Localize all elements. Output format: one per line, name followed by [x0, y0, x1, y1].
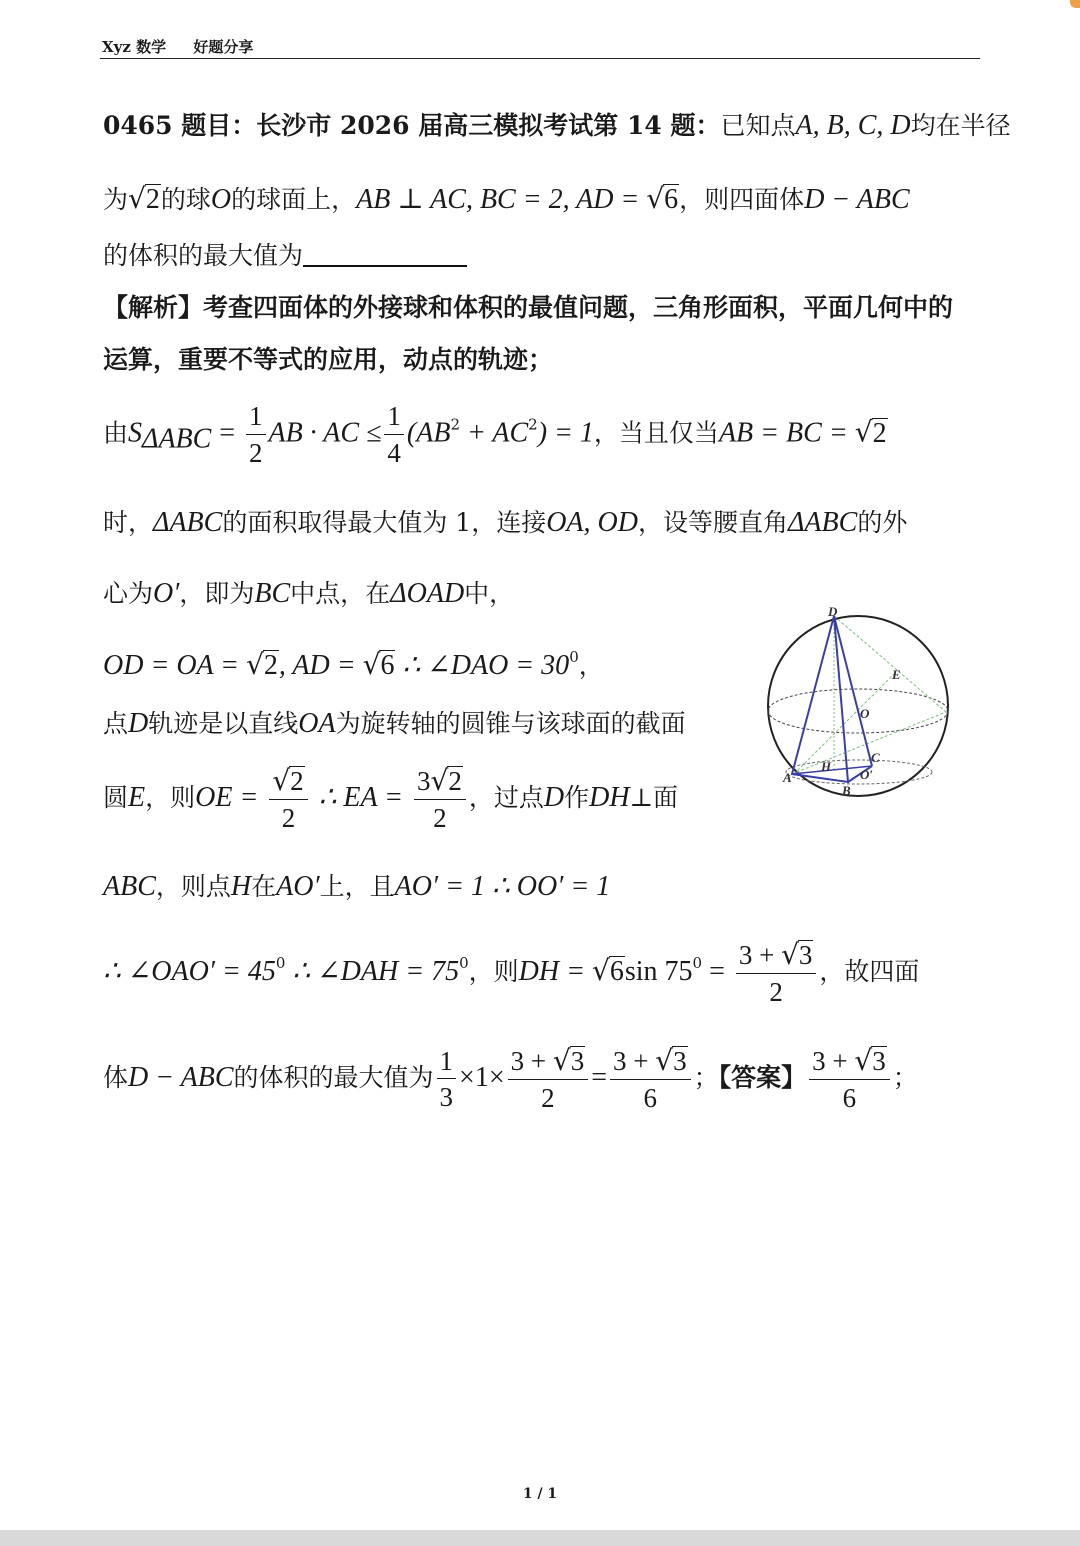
- analysis-line-1: 【解析】考查四面体的外接球和体积的最值问题，三角形面积，平面几何中的: [103, 293, 954, 322]
- solution-line-6: 圆E，则OE = $\frac{√2}{2}$ ∴ EA = $\frac{3√2}{2}$ ，过点D作DH⊥面: [103, 764, 679, 833]
- sphere-outline: [768, 616, 948, 796]
- label-E: E: [892, 667, 901, 682]
- solution-line-1: 由$S_{\Delta ABC}$ = $\frac{1}{2}$ AB · AC ≤ $\frac{1}{4}$ $(AB^2 + AC^2) = 1$，当且仅当AB = BC = √2: [103, 401, 887, 468]
- sphere-tetrahedron-figure: [764, 604, 954, 802]
- fraction-vol-2: $\frac{3 + √3}{2}$: [508, 1046, 589, 1113]
- solution-line-2: 时，ΔABC的面积取得最大值为 1，连接OA, OD，设等腰直角ΔABC的外: [103, 507, 908, 538]
- solution-line-7: ABC，则点H在AO′上，且AO′ = 1 ∴ OO′ = 1: [103, 871, 611, 902]
- fraction-1-3: $\frac{1}{3}$: [437, 1047, 457, 1113]
- corner-marker: [1070, 0, 1080, 8]
- problem-line-3: 的体积的最大值为: [103, 243, 467, 268]
- label-D: D: [828, 604, 838, 619]
- page-number: 1 / 1: [522, 1486, 558, 1502]
- answer-blank: [303, 265, 467, 267]
- page-header: [102, 36, 275, 57]
- header-left: Xyz 数学: [102, 38, 167, 56]
- answer-tag: 【答案】: [718, 1063, 807, 1093]
- problem-line-2: 为√2的球O的球面上，AB ⊥ AC, BC = 2, AD = √6，则四面体D − ABC: [103, 182, 910, 215]
- label-O-prime: O′: [860, 767, 874, 782]
- label-H: H: [821, 759, 832, 774]
- label-B: B: [842, 783, 851, 798]
- header-right: 好题分享: [193, 38, 254, 56]
- analysis-line-2: 运算，重要不等式的应用，动点的轨迹；: [103, 345, 554, 374]
- fraction-1-2: $\frac{1}{2}$: [246, 402, 266, 468]
- fraction-vol-6: $\frac{3 + √3}{6}$: [610, 1046, 691, 1113]
- solution-line-9: 体D − ABC的体积的最大值为 $\frac{1}{3}$ ×1× $\frac{3 + √3}{2}$ = $\frac{3 + √3}{6}$ ；【答案】 $\frac{3 + √3}{6}$ ；: [103, 1044, 918, 1113]
- cone-line-2: [792, 712, 946, 774]
- solution-line-5: 点D轨迹是以直线OA为旋转轴的圆锥与该球面的截面: [103, 708, 686, 739]
- fraction-3sqrt2-over-2: $\frac{3√2}{2}$: [414, 766, 466, 833]
- solution-line-8: ∴ ∠OAO′ = $45^0$ ∴ ∠DAH = $75^0$，则DH = √6sin $75^0$ = $\frac{3 + √3}{2}$ ，故四面: [103, 938, 920, 1007]
- label-O: O: [860, 706, 870, 721]
- fraction-sqrt2-over-2: $\frac{√2}{2}$: [269, 766, 307, 833]
- fraction-answer: $\frac{3 + √3}{6}$: [809, 1046, 890, 1113]
- fraction-3-plus-sqrt3-over-2: $\frac{3 + √3}{2}$: [736, 940, 817, 1007]
- solution-line-3: 心为O′，即为BC中点，在ΔOAD中，: [103, 578, 515, 609]
- label-A: A: [783, 770, 792, 785]
- fraction-1-4: $\frac{1}{4}$: [384, 402, 404, 468]
- cone-line-1: [834, 616, 946, 712]
- problem-line-1: 0465 题目：长沙市 2026 届高三模拟考试第 14 题：已知点A, B, C, D均在半径: [103, 110, 1011, 141]
- label-C: C: [871, 750, 880, 765]
- bottom-bar: [0, 1530, 1080, 1546]
- solution-line-4: OD = OA = √2, AD = √6 ∴ ∠DAO = $30^0$，: [103, 648, 604, 681]
- header-divider: [100, 58, 980, 59]
